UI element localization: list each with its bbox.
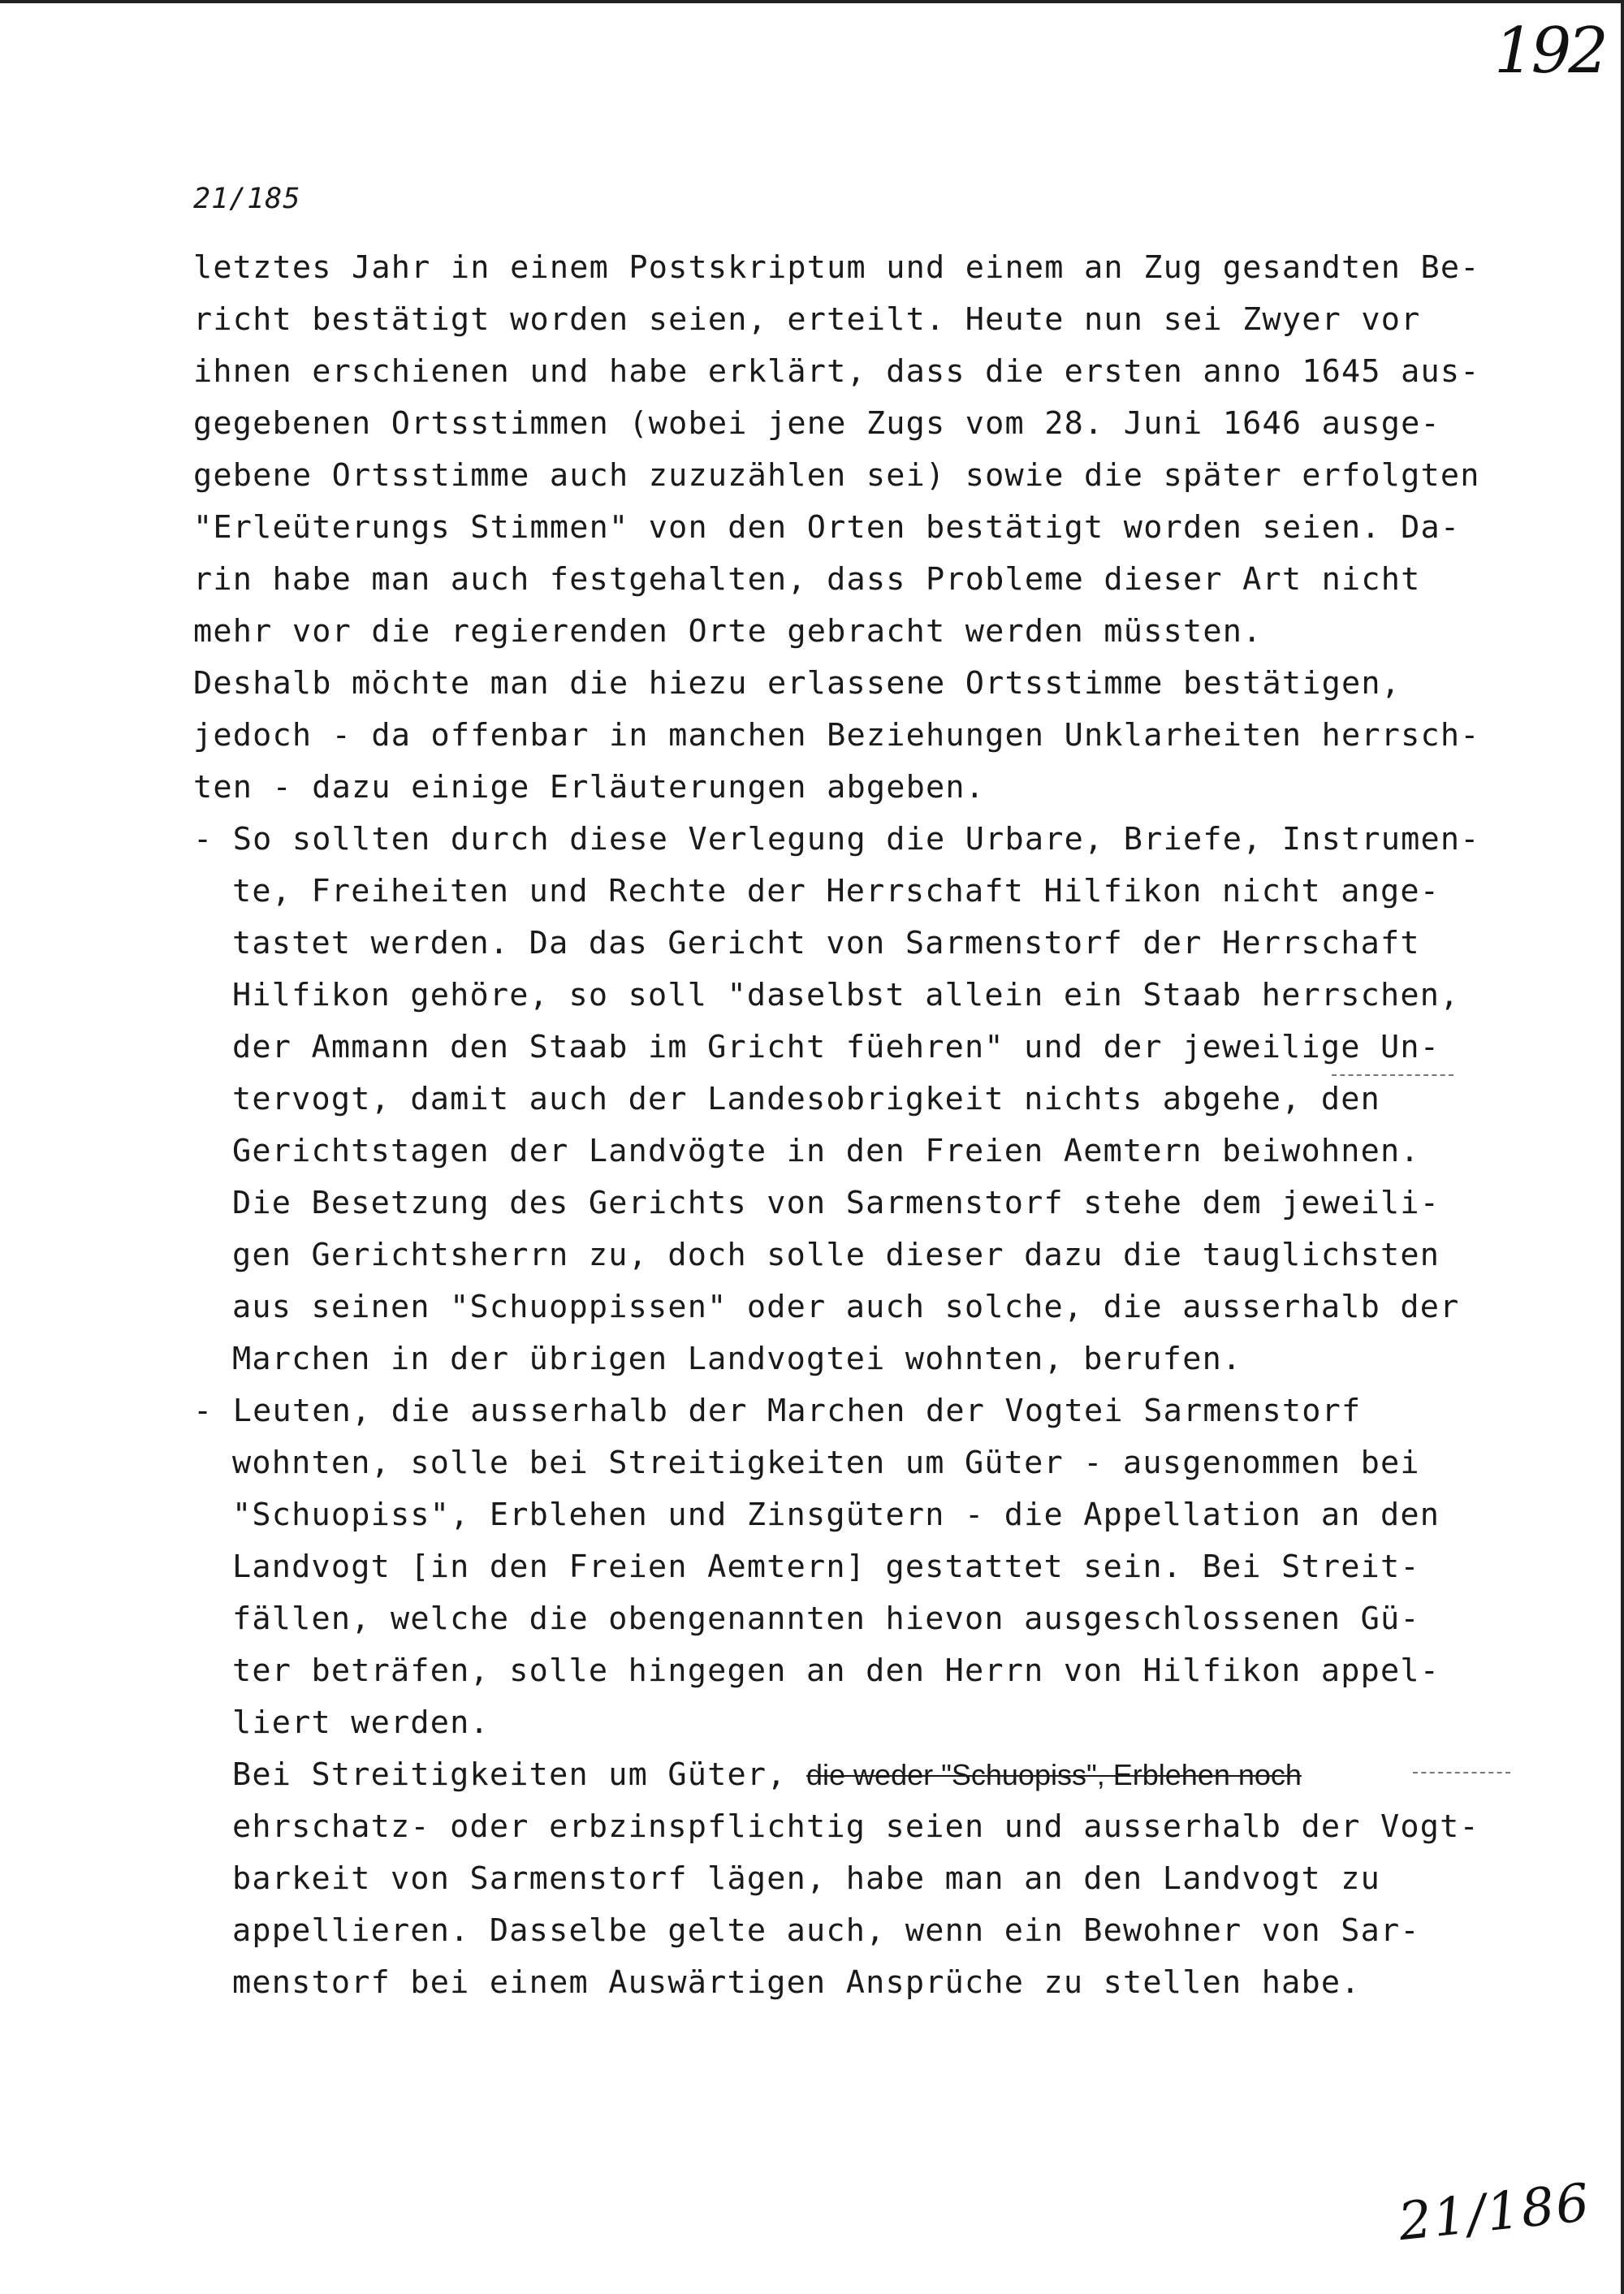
text-line: Landvogt [in den Freien Aemtern] gestattet sein. Bei Streit- — [232, 1549, 1420, 1585]
text-line: "Schuopiss", Erblehen und Zinsgütern - die Appellation an den — [232, 1497, 1440, 1533]
list-item-line: - Leuten, die ausserhalb der Marchen der Vogtei Sarmenstorf — [193, 1393, 1362, 1429]
handwritten-folio-number: 192 — [1494, 15, 1605, 88]
text-line: Deshalb möchte man die hiezu erlassene Ortsstimme bestätigen, — [193, 665, 1402, 702]
text-line: mehr vor die regierenden Orte gebracht werden müssten. — [193, 613, 1263, 650]
text-line: ehrschatz- oder erbzinspflichtig seien und ausserhalb der Vogt- — [232, 1808, 1479, 1845]
scan-top-edge — [0, 0, 1624, 3]
text-line: gen Gerichtsherrn zu, doch solle dieser dazu die tauglichsten — [232, 1237, 1440, 1273]
text-line: menstorf bei einem Auswärtigen Ansprüche zu stellen habe. — [232, 1964, 1361, 2001]
text-line: wohnten, solle bei Streitigkeiten um Güter - ausgenommen bei — [232, 1445, 1420, 1481]
text-line: rin habe man auch festgehalten, dass Probleme dieser Art nicht — [193, 561, 1421, 598]
document-body — [193, 242, 1480, 2009]
text-line: aus seinen "Schuoppissen" oder auch solche, die ausserhalb der — [232, 1289, 1460, 1325]
text-line: richt bestätigt worden seien, erteilt. Heute nun sei Zwyer vor — [193, 301, 1421, 338]
text-line: tervogt, damit auch der Landesobrigkeit nichts abgehe, den — [232, 1081, 1380, 1117]
text-line: ter beträfen, solle hingegen an den Herrn von Hilfikon appel- — [232, 1652, 1440, 1689]
document-reference-number: 21/185 — [193, 183, 301, 215]
scan-right-edge — [1621, 0, 1624, 2294]
text-line: "Erleüterungs Stimmen" von den Orten bestätigt worden seien. Da- — [193, 509, 1461, 546]
text-line: fällen, welche die obengenannten hievon ausgeschlossenen Gü- — [232, 1601, 1420, 1637]
text-line: Die Besetzung des Gerichts von Sarmenstorf stehe dem jeweili- — [232, 1185, 1440, 1221]
text-line: jedoch - da offenbar in manchen Beziehungen Unklarheiten herrsch- — [193, 717, 1480, 754]
text-line: ihnen erschienen und habe erklärt, dass die ersten anno 1645 aus- — [193, 353, 1480, 390]
text-line: der Ammann den Staab im Gricht füehren" und der jeweilige Un- — [232, 1029, 1440, 1065]
handwritten-archive-number: 21/186 — [1395, 2172, 1594, 2253]
text-line: letztes Jahr in einem Postskriptum und einem an Zug gesandten Be- — [193, 249, 1480, 286]
text-line: ten - dazu einige Erläuterungen abgeben. — [193, 769, 986, 806]
text-line: Gerichtstagen der Landvögte in den Freien Aemtern beiwohnen. — [232, 1133, 1420, 1169]
text-line: Hilfikon gehöre, so soll "daselbst allein ein Staab herrschen, — [232, 977, 1460, 1013]
text-line: tastet werden. Da das Gericht von Sarmenstorf der Herrschaft — [232, 925, 1420, 961]
correction-dash-mark — [1332, 1074, 1453, 1076]
line-start-text: Bei Streitigkeiten um Güter, — [232, 1756, 806, 1793]
text-line: gebene Ortsstimme auch zuzuzählen sei) sowie die später erfolgten — [193, 457, 1480, 494]
struck-correction-text: die weder "Schuopiss", Erblehen noch — [806, 1758, 1302, 1791]
text-line: appellieren. Dasselbe gelte auch, wenn ein Bewohner von Sar- — [232, 1912, 1420, 1949]
text-line: gegebenen Ortsstimmen (wobei jene Zugs vom 28. Juni 1646 ausge- — [193, 405, 1440, 442]
text-line: barkeit von Sarmenstorf lägen, habe man an den Landvogt zu — [232, 1860, 1380, 1897]
list-item-line: - So sollten durch diese Verlegung die Urbare, Briefe, Instrumen- — [193, 821, 1480, 858]
text-line: Marchen in der übrigen Landvogtei wohnten, berufen. — [232, 1341, 1242, 1377]
text-line-with-correction — [193, 1749, 1476, 1801]
text-line: te, Freiheiten und Rechte der Herrschaft Hilfikon nicht ange- — [232, 873, 1440, 909]
correction-dash-mark — [1413, 1772, 1510, 1773]
text-line: liert werden. — [232, 1704, 490, 1741]
